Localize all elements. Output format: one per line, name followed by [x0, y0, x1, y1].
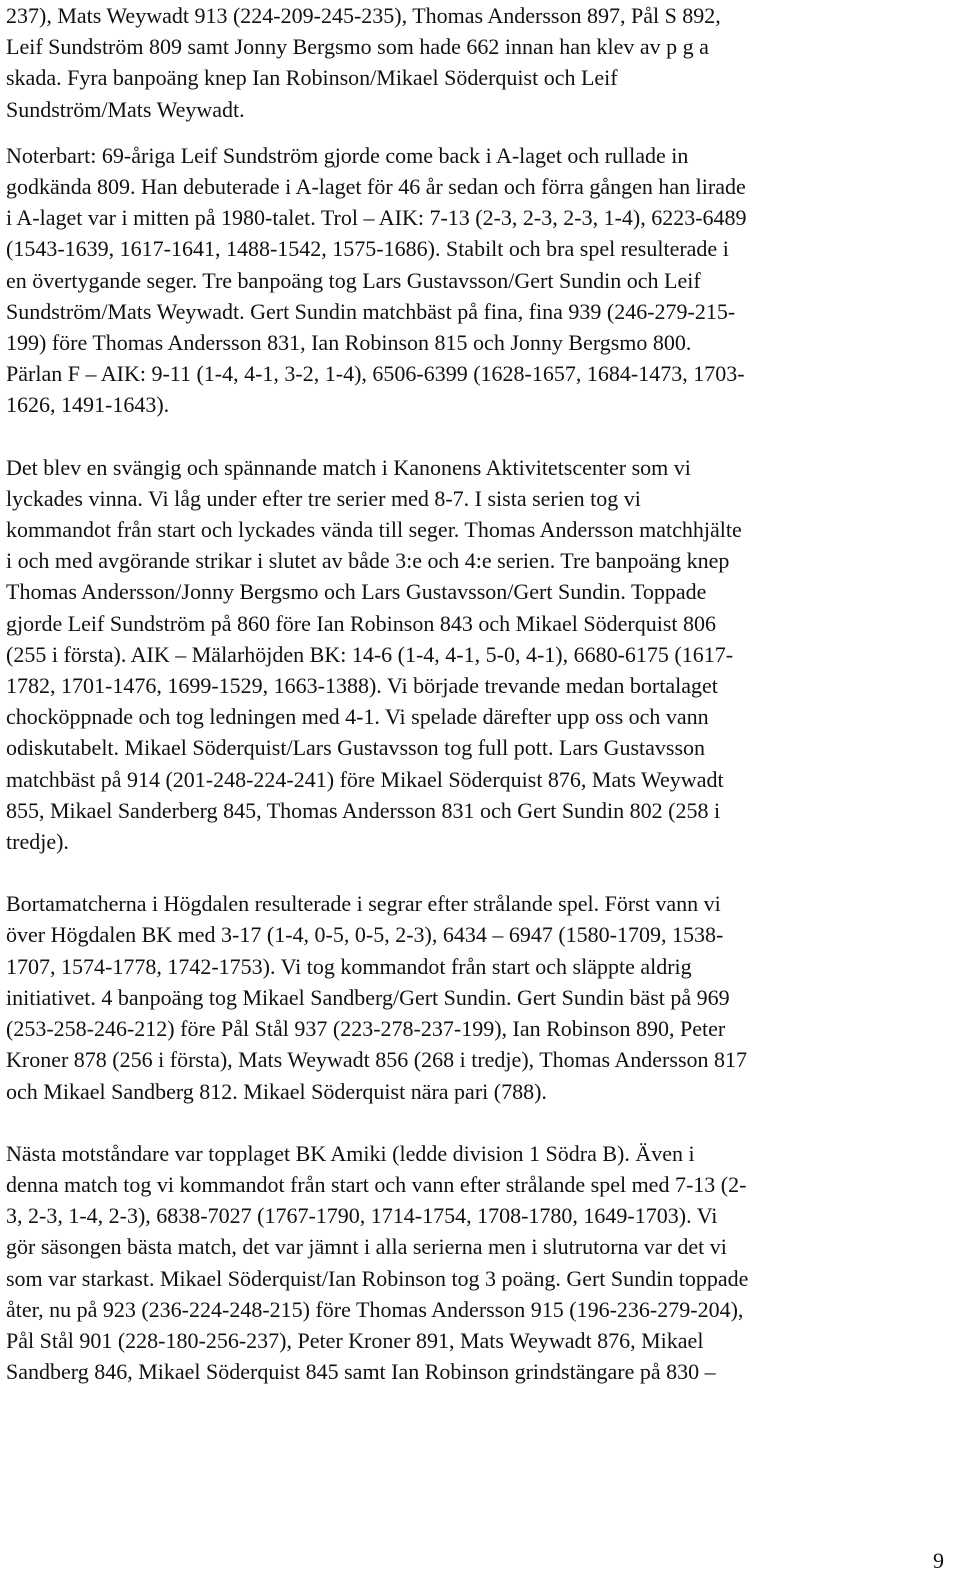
text-line: kommandot från start och lyckades vända till seger. Thomas Andersson matchhjälte: [6, 517, 742, 543]
text-line: Bortamatcherna i Högdalen resulterade i segrar efter strålande spel. Först vann vi: [6, 891, 721, 917]
text-line: Pärlan F – AIK: 9-11 (1-4, 4-1, 3-2, 1-4), 6506-6399 (1628-1657, 1684-1473, 1703-: [6, 361, 745, 387]
text-line: Sundström/Mats Weywadt.: [6, 96, 245, 122]
page-number: 9: [933, 1548, 944, 1573]
text-line: godkända 809. Han debuterade i A-laget för 46 år sedan och förra gången han lirade: [6, 174, 746, 200]
text-line: (253-258-246-212) före Pål Stål 937 (223-278-237-199), Ian Robinson 890, Peter: [6, 1016, 726, 1042]
text-line: gör säsongen bästa match, det var jämnt i alla serierna men i slutrutorna var det vi: [6, 1234, 727, 1260]
text-line: Sundström/Mats Weywadt. Gert Sundin matchbäst på fina, fina 939 (246-279-215-: [6, 298, 736, 324]
text-line: Thomas Andersson/Jonny Bergsmo och Lars Gustavsson/Gert Sundin. Toppade: [6, 579, 707, 605]
text-line: i och med avgörande strikar i slutet av både 3:e och 4:e serien. Tre banpoäng knep: [6, 548, 730, 574]
text-line: (255 i första). AIK – Mälarhöjden BK: 14-6 (1-4, 4-1, 5-0, 4-1), 6680-6175 (1617-: [6, 641, 734, 667]
text-line: gjorde Leif Sundström på 860 före Ian Robinson 843 och Mikael Söderquist 806: [6, 610, 717, 636]
text-line: Noterbart: 69-åriga Leif Sundström gjorde come back i A-laget och rullade in: [6, 142, 689, 168]
text-line: 237), Mats Weywadt 913 (224-209-245-235), Thomas Andersson 897, Pål S 892,: [6, 3, 721, 28]
text-line: Sandberg 846, Mikael Söderquist 845 samt Ian Robinson grindstängare på 830 –: [6, 1359, 716, 1385]
text-line: 1626, 1491-1643).: [6, 392, 170, 418]
text-line: 1782, 1701-1476, 1699-1529, 1663-1388). Vi började trevande medan bortalaget: [6, 673, 718, 699]
text-line: Kroner 878 (256 i första), Mats Weywadt 856 (268 i tredje), Thomas Andersson 817: [6, 1047, 748, 1073]
text-line: åter, nu på 923 (236-224-248-215) före Thomas Andersson 915 (196-236-279-204),: [6, 1296, 744, 1322]
paragraph-4: [6, 888, 952, 1106]
text-line: tredje).: [6, 829, 69, 855]
text-line: initiativet. 4 banpoäng tog Mikael Sandberg/Gert Sundin. Gert Sundin bäst på 969: [6, 984, 730, 1010]
text-line: matchbäst på 914 (201-248-224-241) före Mikael Söderquist 876, Mats Weywadt: [6, 766, 724, 792]
text-line: skada. Fyra banpoäng knep Ian Robinson/Mikael Söderquist och Leif: [6, 65, 618, 91]
text-line: Pål Stål 901 (228-180-256-237), Peter Kroner 891, Mats Weywadt 876, Mikael: [6, 1327, 704, 1353]
text-line: odiskutabelt. Mikael Söderquist/Lars Gustavsson tog full pott. Lars Gustavsson: [6, 735, 706, 761]
text-line: 199) före Thomas Andersson 831, Ian Robinson 815 och Jonny Bergsmo 800.: [6, 330, 692, 356]
text-line: i A-laget var i mitten på 1980-talet. Trol – AIK: 7-13 (2-3, 2-3, 2-3, 1-4), 6223-6489: [6, 205, 747, 231]
document-page: [6, 0, 952, 1387]
text-line: över Högdalen BK med 3-17 (1-4, 0-5, 0-5, 2-3), 6434 – 6947 (1580-1709, 1538-: [6, 922, 724, 948]
text-line: en övertygande seger. Tre banpoäng tog Lars Gustavsson/Gert Sundin och Leif: [6, 267, 701, 293]
text-line: (1543-1639, 1617-1641, 1488-1542, 1575-1686). Stabilt och bra spel resulterade i: [6, 236, 729, 262]
text-line: 855, Mikael Sanderberg 845, Thomas Andersson 831 och Gert Sundin 802 (258 i: [6, 797, 721, 823]
text-line: Det blev en svängig och spännande match i Kanonens Aktivitetscenter som vi: [6, 454, 691, 480]
text-line: 1707, 1574-1778, 1742-1753). Vi tog kommandot från start och släppte aldrig: [6, 953, 692, 979]
paragraph-2: [6, 140, 952, 421]
text-line: Nästa motståndare var topplaget BK Amiki (ledde division 1 Södra B). Även i: [6, 1140, 695, 1166]
text-line: som var starkast. Mikael Söderquist/Ian Robinson tog 3 poäng. Gert Sundin toppade: [6, 1265, 749, 1291]
text-line: och Mikael Sandberg 812. Mikael Söderquist nära pari (788).: [6, 1078, 547, 1104]
text-line: Leif Sundström 809 samt Jonny Bergsmo som hade 662 innan han klev av p g a: [6, 34, 709, 60]
paragraph-3: [6, 452, 952, 858]
text-line: chocköppnade och tog ledningen med 4-1. Vi spelade därefter upp oss och vann: [6, 704, 709, 730]
paragraph-1: [6, 0, 952, 125]
text-line: 3, 2-3, 1-4, 2-3), 6838-7027 (1767-1790, 1714-1754, 1708-1780, 1649-1703). Vi: [6, 1203, 718, 1229]
text-line: denna match tog vi kommandot från start och vann efter strålande spel med 7-13 (2-: [6, 1171, 747, 1197]
paragraph-5: [6, 1138, 952, 1388]
text-line: lyckades vinna. Vi låg under efter tre serier med 8-7. I sista serien tog vi: [6, 485, 641, 511]
